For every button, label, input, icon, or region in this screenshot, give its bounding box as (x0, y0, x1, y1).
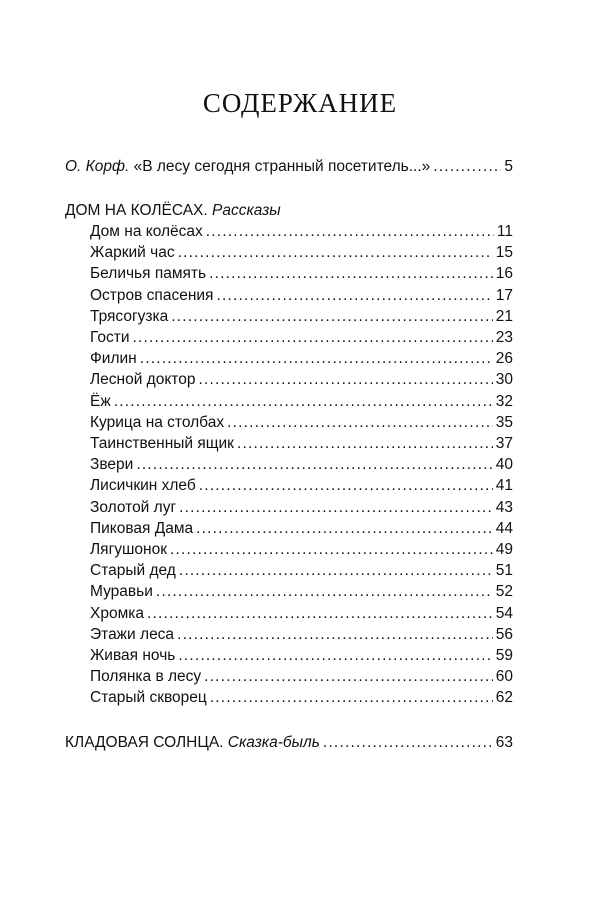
entry-title: Старый скворец (90, 689, 207, 707)
dot-leader (179, 560, 493, 581)
entry-page: 56 (495, 625, 513, 643)
dot-leader (178, 645, 492, 666)
toc-entry (90, 518, 513, 539)
dot-leader (171, 306, 493, 327)
entry-title: Ёж (90, 392, 111, 410)
entry-title: Таинственный ящик (90, 435, 234, 452)
section-title: КЛАДОВАЯ СОЛНЦА. (65, 734, 224, 751)
entry-title: Полянка в лесу (90, 668, 202, 686)
toc-entry (90, 666, 513, 687)
dot-leader (179, 497, 493, 518)
dot-leader (206, 221, 494, 242)
toc-entry (90, 348, 513, 369)
dot-leader (209, 263, 493, 284)
toc-entry (90, 539, 513, 560)
dot-leader (140, 348, 493, 369)
dot-leader (323, 732, 493, 753)
entry-page: 23 (495, 329, 513, 346)
entry-page: 52 (495, 583, 513, 601)
dot-leader (178, 242, 493, 263)
toc-entry (90, 433, 513, 454)
entry-title: Золотой луг (90, 498, 177, 516)
dot-leader (198, 369, 492, 390)
entry-title: Трясогузка (90, 307, 169, 325)
dot-leader (210, 687, 493, 708)
entry-page: 35 (495, 413, 513, 431)
entry-title: Старый дед (90, 562, 176, 580)
page-title: СОДЕРЖАНИЕ (202, 88, 398, 118)
toc-entry (90, 454, 513, 475)
toc-entry-preface (65, 156, 513, 177)
entry-page: 44 (495, 519, 513, 537)
entry-title: Остров спасения (90, 286, 214, 304)
dot-leader (114, 391, 493, 412)
toc-entry (90, 327, 513, 348)
toc-entry (90, 391, 513, 412)
dot-leader (170, 539, 493, 560)
entry-page: 51 (495, 562, 513, 580)
entry-title: Курица на столбах (90, 413, 225, 431)
toc-entry (90, 497, 513, 518)
entry-title: Гости (90, 329, 130, 346)
dot-leader (132, 327, 492, 348)
dot-leader (156, 581, 493, 602)
toc-entry (90, 475, 513, 496)
entry-page: 40 (495, 456, 513, 474)
dot-leader (227, 412, 493, 433)
entry-title: Лесной доктор (90, 371, 196, 389)
dot-leader (237, 433, 493, 454)
section-heading-1 (65, 200, 513, 221)
entry-title: «В лесу сегодня странный посетитель...» (133, 158, 431, 175)
toc-entry (90, 560, 513, 581)
entry-page: 60 (495, 668, 513, 686)
entry-page: 21 (495, 307, 513, 325)
toc-entry (90, 242, 513, 263)
entry-page: 17 (495, 286, 513, 304)
entry-page: 30 (495, 371, 513, 389)
entry-title: Пиковая Дама (90, 519, 194, 537)
entry-title: Жаркий час (90, 244, 175, 262)
entry-page: 15 (495, 244, 513, 262)
dot-leader (204, 666, 493, 687)
entry-page: 62 (495, 689, 513, 707)
entry-page: 41 (495, 477, 513, 495)
toc-entry (90, 412, 513, 433)
section-title: ДОМ НА КОЛЁСАХ. (65, 202, 208, 219)
toc-entry (90, 603, 513, 624)
toc-entry (90, 581, 513, 602)
entry-page: 11 (496, 223, 513, 240)
entry-title: Беличья память (90, 265, 207, 283)
dot-leader (433, 156, 501, 177)
toc-entry (90, 263, 513, 284)
entry-page: 16 (495, 265, 513, 283)
entry-page: 49 (495, 541, 513, 558)
entry-title: Звери (90, 456, 134, 474)
entry-page: 26 (495, 350, 513, 368)
entry-title: Лисичкин хлеб (90, 477, 196, 495)
toc-entry (90, 221, 513, 242)
toc-entry (90, 285, 513, 306)
entry-page: 5 (504, 158, 513, 175)
toc-entry (90, 645, 513, 666)
dot-leader (216, 285, 492, 306)
dot-leader (136, 454, 492, 475)
dot-leader (147, 603, 493, 624)
section-subtitle: Рассказы (212, 202, 281, 219)
toc-entry (90, 687, 513, 708)
entry-page: 43 (495, 498, 513, 516)
entry-title: Дом на колёсах (90, 223, 203, 240)
dot-leader (199, 475, 493, 496)
entry-title: Хромка (90, 604, 144, 622)
entry-page: 54 (495, 604, 513, 622)
entry-title: Живая ночь (90, 647, 176, 664)
dot-leader (196, 518, 493, 539)
toc-entry (90, 306, 513, 327)
toc-entry (90, 369, 513, 390)
entry-title: Лягушонок (90, 541, 167, 558)
entry-page: 63 (495, 734, 513, 751)
entry-title: Филин (90, 350, 137, 368)
entry-page: 37 (495, 435, 513, 452)
section-subtitle: Сказка-быль (227, 734, 320, 751)
entry-page: 32 (495, 392, 513, 410)
dot-leader (177, 624, 493, 645)
toc-entry (90, 624, 513, 645)
entry-title: Этажи леса (90, 625, 175, 643)
entry-page: 59 (495, 647, 513, 664)
entry-title: Муравьи (90, 583, 153, 601)
entry-author: О. Корф. (65, 158, 130, 175)
toc-entry-section-2 (65, 732, 513, 753)
